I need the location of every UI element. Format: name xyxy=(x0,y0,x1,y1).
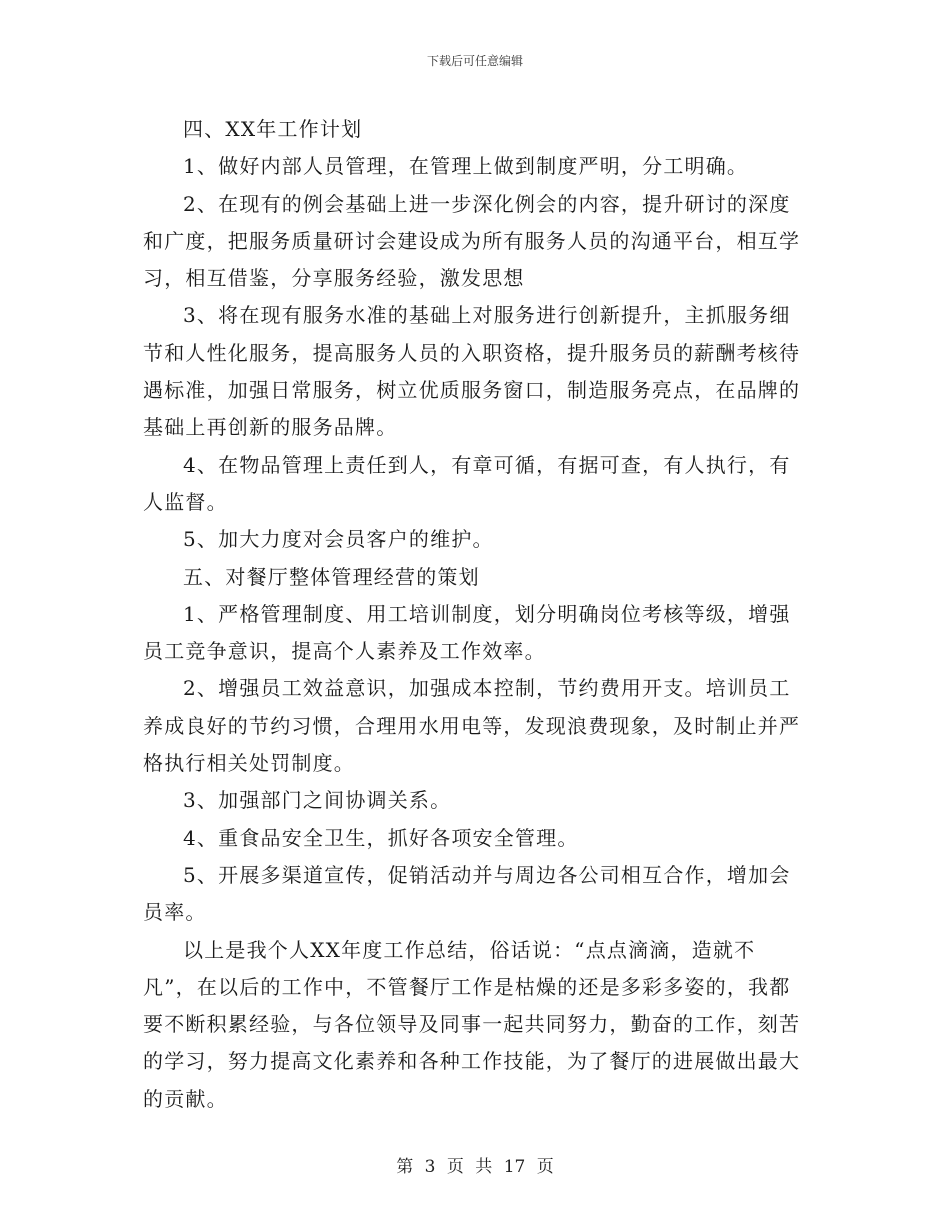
paragraph-plan-item-4: 4、在物品管理上责任到人，有章可循，有据可查，有人执行，有人监督。 xyxy=(143,452,791,514)
page-header-note: 下载后可任意编辑 xyxy=(426,54,523,68)
paragraph-strategy-item-4: 4、重食品安全卫生，抓好各项安全管理。 xyxy=(183,825,579,850)
paragraph-plan-item-5: 5、加大力度对会员客户的维护。 xyxy=(183,527,494,552)
paragraph-strategy-item-5: 5、开展多渠道宣传，促销活动并与周边各公司相互合作，增加会员率。 xyxy=(143,862,791,925)
paragraph-plan-item-3: 3、将在现有服务水准的基础上对服务进行创新提升，主抓服务细节和人性化服务，提高服务人员的入职资格，提升服务员的薪酬考核待遇标准，加强日常服务，树立优质服务窗口，制造服务亮点，在品牌的基础上再创新的服务品牌。 xyxy=(143,303,801,440)
page-number-footer: 第 3 页 共 17 页 xyxy=(396,1157,554,1177)
paragraph-plan-item-1: 1、做好内部人员管理，在管理上做到制度严明，分工明确。 xyxy=(183,154,749,179)
paragraph-plan-item-2: 2、在现有的例会基础上进一步深化例会的内容，提升研讨的深度和广度，把服务质量研讨会建设成为所有服务人员的沟通平台，相互学习，相互借鉴，分享服务经验，激发思想 xyxy=(143,191,801,291)
section-heading-work-plan: 四、XX年工作计划 xyxy=(183,117,363,141)
paragraph-strategy-item-3: 3、加强部门之间协调关系。 xyxy=(183,788,452,813)
section-heading-restaurant-strategy: 五、对餐厅整体管理经营的策划 xyxy=(183,564,480,589)
paragraph-strategy-item-2: 2、增强员工效益意识，加强成本控制，节约费用开支。培训员工养成良好的节约习惯，合理用水用电等，发现浪费现象，及时制止并严格执行相关处罚制度。 xyxy=(143,676,801,776)
paragraph-conclusion: 以上是我个人XX年度工作总结，俗话说：“点点滴滴，造就不凡”，在以后的工作中，不管餐厅工作是枯燥的还是多彩多姿的，我都要不断积累经验，与各位领导及同事一起共同努力，勤奋的工作，刻苦的学习，努力提高文化素养和各种工作技能，为了餐厅的进展做出最大的贡献。 xyxy=(143,937,801,1111)
document-body xyxy=(143,111,808,1118)
paragraph-strategy-item-1: 1、严格管理制度、用工培训制度，划分明确岗位考核等级，增强员工竞争意识，提高个人素养及工作效率。 xyxy=(143,601,791,664)
